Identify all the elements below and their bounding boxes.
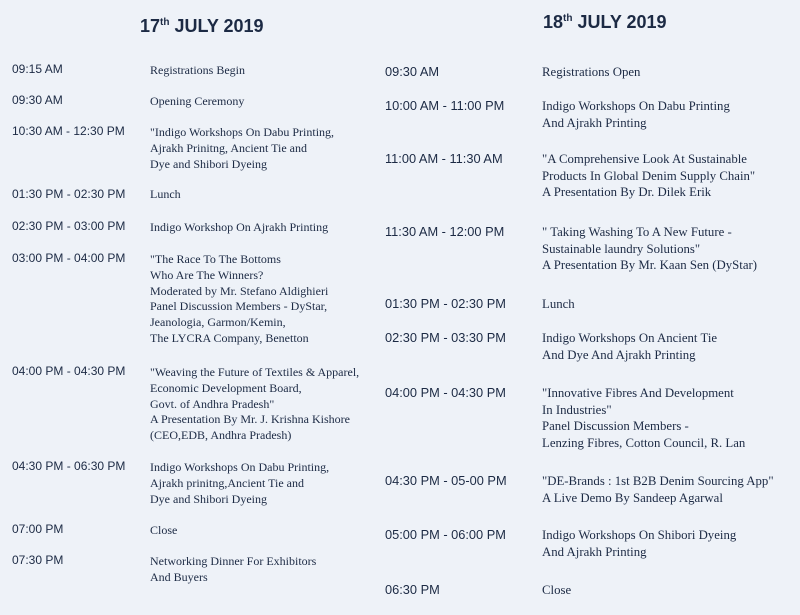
schedule-description-line: Registrations Begin (150, 63, 245, 77)
schedule-description (542, 527, 736, 560)
schedule-description (150, 187, 181, 203)
schedule-description-line: Panel Discussion Members - DyStar, (150, 299, 328, 314)
schedule-time: 10:30 AM - 12:30 PM (12, 124, 125, 138)
schedule-description (150, 94, 244, 110)
schedule-description-line: "DE-Brands : 1st B2B Denim Sourcing App" (542, 474, 774, 488)
schedule-description-line: Registrations Open (542, 65, 641, 79)
schedule-time: 11:00 AM - 11:30 AM (385, 151, 503, 166)
schedule-description-line: A Presentation By Mr. Kaan Sen (DyStar) (542, 258, 758, 272)
schedule-description-line: The LYCRA Company, Benetton (150, 330, 309, 345)
schedule-description-line: Indigo Workshops On Shibori Dyeing (542, 528, 737, 542)
schedule-description (542, 224, 757, 274)
schedule-time: 10:00 AM - 11:00 PM (385, 98, 505, 113)
schedule-description-line: And Ajrakh Printing (542, 544, 647, 559)
schedule-time: 07:30 PM (12, 553, 64, 567)
schedule-description (150, 365, 359, 444)
schedule-description (150, 460, 329, 507)
schedule-description-line: Products In Global Denim Supply Chain" (542, 168, 756, 183)
schedule-description-line: "A Comprehensive Look At Sustainable (542, 152, 747, 166)
schedule-time: 01:30 PM - 02:30 PM (12, 187, 126, 201)
schedule-description-line: " Taking Washing To A New Future - (542, 225, 732, 239)
schedule-time: 09:15 AM (12, 62, 63, 76)
schedule-description-line: (CEO,EDB, Andhra Pradesh) (150, 428, 292, 443)
schedule-time: 04:00 PM - 04:30 PM (12, 364, 126, 378)
schedule-description-line: And Dye And Ajrakh Printing (542, 347, 696, 362)
schedule-description-line: Networking Dinner For Exhibitors (150, 554, 317, 568)
day2-title: 18th JULY 2019 (543, 12, 667, 32)
schedule-description-line: Dye and Shibori Dyeing (150, 156, 267, 171)
schedule-description-line: Indigo Workshops On Dabu Printing, (150, 460, 330, 474)
schedule-time: 02:30 PM - 03:00 PM (12, 219, 126, 233)
schedule-description (542, 385, 745, 451)
schedule-time: 04:00 PM - 04:30 PM (385, 385, 506, 400)
schedule-description-line: "Indigo Workshops On Dabu Printing, (150, 125, 335, 139)
schedule-time: 06:30 PM (385, 582, 440, 597)
schedule-time: 09:30 AM (385, 64, 440, 79)
schedule-description (150, 63, 245, 79)
schedule-description-line: Sustainable laundry Solutions" (542, 241, 701, 256)
schedule-description-line: And Ajrakh Printing (542, 115, 647, 130)
schedule-description-line: Lenzing Fibres, Cotton Council, R. Lan (542, 435, 746, 450)
schedule-description-line: Lunch (542, 297, 575, 311)
schedule-description (542, 64, 640, 81)
schedule-description (542, 98, 730, 131)
schedule-description-line: Indigo Workshops On Dabu Printing (542, 99, 730, 113)
schedule-description-line: And Buyers (150, 569, 208, 584)
schedule-description-line: Jeanologia, Garmon/Kemin, (150, 315, 286, 330)
schedule-description-line: Panel Discussion Members - (542, 419, 689, 433)
schedule-time: 11:30 AM - 12:00 PM (385, 224, 505, 239)
schedule-description-line: Lunch (150, 187, 181, 201)
schedule-time: 07:00 PM (12, 522, 64, 536)
schedule-time: 01:30 PM - 02:30 PM (385, 296, 506, 311)
schedule-description-line: Opening Ceremony (150, 94, 245, 108)
schedule-description (150, 125, 334, 172)
schedule-description-line: Moderated by Mr. Stefano Aldighieri (150, 283, 329, 298)
schedule-description (150, 220, 328, 236)
schedule-description-line: "Weaving the Future of Textiles & Apparel, (150, 365, 360, 379)
schedule-description-line: Close (542, 583, 572, 597)
schedule-description-line: Ajrakh prinitng,Ancient Tie and (150, 475, 304, 490)
schedule-description-line: "The Race To The Bottoms (150, 252, 281, 266)
schedule-description-line: A Presentation By Dr. Dilek Erik (542, 185, 712, 199)
schedule-description (150, 252, 328, 347)
schedule-time: 05:00 PM - 06:00 PM (385, 527, 506, 542)
schedule-description-line: Dye and Shibori Dyeing (150, 491, 267, 506)
schedule-time: 09:30 AM (12, 93, 63, 107)
schedule-description-line: A Presentation By Mr. J. Krishna Kishore (150, 412, 350, 427)
schedule-description (542, 473, 774, 506)
schedule-description (150, 554, 316, 586)
schedule-description (542, 296, 575, 313)
schedule-description-line: Indigo Workshops On Ancient Tie (542, 331, 718, 345)
schedule-description-line: Govt. of Andhra Pradesh" (150, 396, 275, 411)
schedule-description-line: Who Are The Winners? (150, 267, 264, 282)
schedule-description-line: In Industries" (542, 402, 612, 417)
schedule-description (542, 582, 571, 599)
schedule-time: 03:00 PM - 04:00 PM (12, 251, 126, 265)
schedule-description-line: A Live Demo By Sandeep Agarwal (542, 490, 723, 505)
schedule-time: 04:30 PM - 05-00 PM (385, 473, 507, 488)
schedule-time: 02:30 PM - 03:30 PM (385, 330, 506, 345)
schedule-description-line: "Innovative Fibres And Development (542, 386, 734, 400)
schedule-description-line: Economic Development Board, (150, 380, 302, 395)
schedule-description-line: Indigo Workshop On Ajrakh Printing (150, 220, 329, 234)
schedule-time: 04:30 PM - 06:30 PM (12, 459, 126, 473)
schedule-description (150, 523, 177, 539)
schedule-description (542, 151, 755, 201)
day1-title: 17th JULY 2019 (140, 16, 264, 36)
schedule-description (542, 330, 717, 363)
schedule-description-line: Close (150, 523, 178, 537)
schedule-description-line: Ajrakh Prinitng, Ancient Tie and (150, 140, 307, 155)
